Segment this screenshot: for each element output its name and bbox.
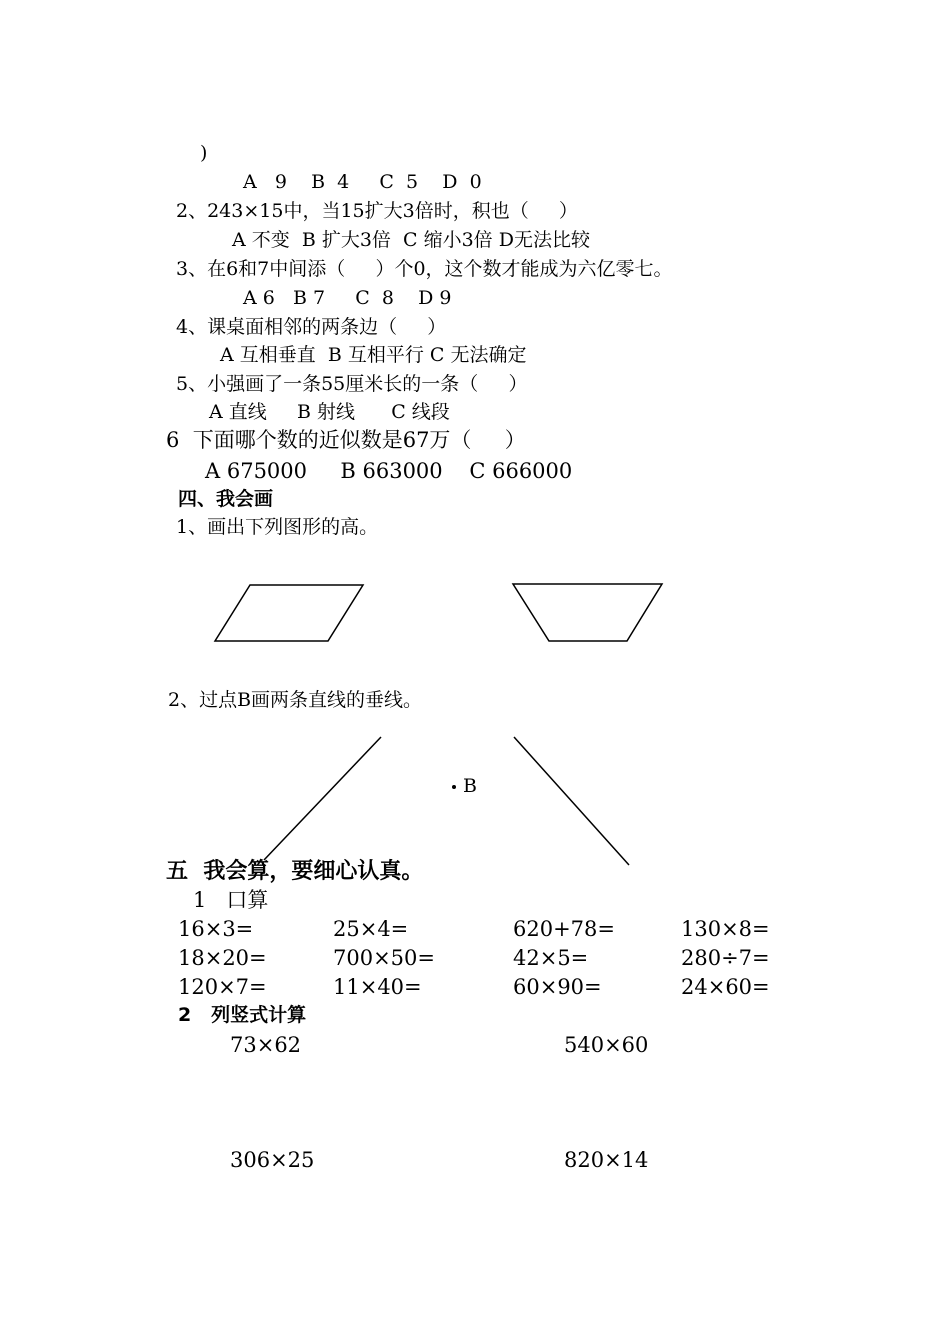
vertical-calc-item: 73×62 xyxy=(230,1033,302,1057)
question-5: 5、小强画了一条55厘米长的一条（ ） xyxy=(176,373,528,395)
oral-calc-item: 11×40= xyxy=(333,975,422,999)
right-line xyxy=(514,737,629,865)
vertical-calc-item: 820×14 xyxy=(564,1148,649,1172)
q1-tail: ) xyxy=(200,142,208,164)
oral-calc-item: 280÷7= xyxy=(681,946,770,970)
oral-calc-item: 18×20= xyxy=(178,946,267,970)
oral-calc-item: 42×5= xyxy=(513,946,589,970)
oral-calc-item: 620+78= xyxy=(513,917,615,941)
draw-item-2: 2、过点B画两条直线的垂线。 xyxy=(168,689,423,711)
q5-options: A 直线 B 射线 C 线段 xyxy=(209,401,450,423)
section-4-heading: 四、我会画 xyxy=(178,488,274,510)
oral-calc-item: 120×7= xyxy=(178,975,267,999)
oral-calc-item: 130×8= xyxy=(681,917,770,941)
oral-calc-heading: 1 口算 xyxy=(193,888,269,912)
q1-options: A 9 B 4 C 5 D 0 xyxy=(243,171,482,193)
draw-item-1: 1、画出下列图形的高。 xyxy=(176,516,379,538)
oral-calc-item: 16×3= xyxy=(178,917,254,941)
oral-calc-item: 24×60= xyxy=(681,975,770,999)
vertical-calc-item: 306×25 xyxy=(230,1148,315,1172)
question-3: 3、在6和7中间添（ ）个0，这个数才能成为六亿零七。 xyxy=(176,258,673,280)
trapezoid-shape xyxy=(513,584,662,641)
question-6: 6 下面哪个数的近似数是67万（ ） xyxy=(166,428,526,452)
q4-options: A 互相垂直 B 互相平行 C 无法确定 xyxy=(220,344,527,366)
q3-options: A 6 B 7 C 8 D 9 xyxy=(243,287,452,309)
point-b-dot xyxy=(452,785,456,789)
q6-options: A 675000 B 663000 C 666000 xyxy=(205,459,573,483)
vertical-calc-heading: 2 列竖式计算 xyxy=(178,1004,307,1026)
point-b-label: B xyxy=(463,775,477,797)
oral-calc-item: 700×50= xyxy=(333,946,435,970)
vertical-calc-item: 540×60 xyxy=(564,1033,649,1057)
question-4: 4、课桌面相邻的两条边（ ） xyxy=(176,316,447,338)
question-2: 2、243×15中，当15扩大3倍时，积也（ ） xyxy=(176,200,578,222)
left-line xyxy=(264,737,381,860)
q2-options: A 不变 B 扩大3倍 C 缩小3倍 D无法比较 xyxy=(232,229,590,251)
section-5-heading: 五 我会算，要细心认真。 xyxy=(166,859,424,884)
parallelogram-shape xyxy=(215,585,363,641)
oral-calc-item: 25×4= xyxy=(333,917,409,941)
oral-calc-item: 60×90= xyxy=(513,975,602,999)
